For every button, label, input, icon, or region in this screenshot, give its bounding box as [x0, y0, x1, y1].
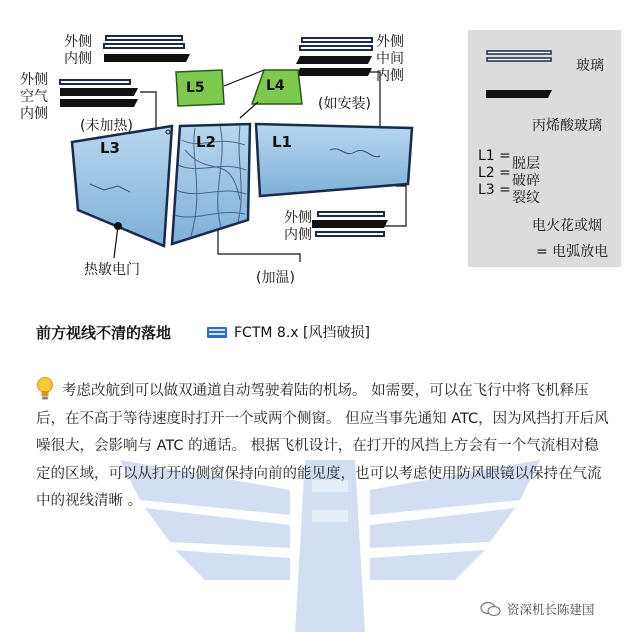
top-right-layer-stack [296, 38, 372, 76]
legend-meanings [512, 156, 540, 207]
label-thermal-switch: 热敏电门 [84, 262, 140, 278]
label-inner: 内侧 [284, 227, 312, 243]
glass-swatch [486, 50, 556, 64]
legend-spark-line2: = 电弧放电 [536, 244, 609, 260]
legend-code-l2: L2 = [478, 165, 511, 181]
legend-box [468, 30, 621, 267]
fctm-reference[interactable] [206, 322, 370, 342]
legend-meaning-shatter: 破碎 [512, 173, 540, 189]
watermark-credit [480, 600, 595, 618]
bottom-layer-labels [284, 210, 312, 244]
top-left-layer-labels [64, 34, 92, 68]
label-heated: (加温) [256, 270, 295, 286]
legend-meaning-crack: 裂纹 [512, 190, 540, 206]
legend-acrylic-label: 丙烯酸玻璃 [532, 118, 602, 134]
panel-label-l1: L1 [272, 133, 292, 151]
label-if-installed: (如安装) [318, 96, 371, 112]
top-left-layer-stack [104, 36, 190, 62]
label-outer: 外侧 [284, 210, 312, 226]
legend-code-l3: L3 = [478, 182, 511, 198]
legend-spark-line1: 电火花或烟 [532, 218, 602, 234]
legend-glass-label: 玻璃 [576, 58, 604, 74]
label-outer: 外侧 [64, 34, 92, 50]
left-layer-stack [60, 80, 138, 107]
panel-l3 [72, 126, 172, 246]
watermark-author: 资深机长陈建国 [507, 602, 595, 617]
fctm-reference-text: FCTM 8.x [风挡破损] [234, 325, 370, 341]
label-middle: 中间 [376, 51, 404, 67]
manual-book-icon [206, 326, 228, 339]
acrylic-swatch [486, 88, 556, 102]
label-outer: 外侧 [376, 34, 404, 50]
body-paragraph: 考虑改航到可以做双通道自动驾驶着陆的机场。 如需要，可以在飞行中将飞机释压后，在不高于等待速度时打开一个或两个侧窗。 但应当事先通知 ATC，因为风挡打开后风噪很大，会影响与 ATC 的通话。 根据飞机设计，在打开的风挡上方会有一个气流相对稳定的区域，可以从打开的侧窗保持向前的能见度，也可以考虑使用防风眼镜以保持在气流中的视线清晰 。 [36, 383, 609, 509]
label-outer: 外侧 [20, 72, 48, 88]
legend-meaning-delam: 脱层 [512, 156, 540, 172]
bottom-right-layer-stack [312, 212, 388, 236]
label-inner: 内侧 [64, 51, 92, 67]
panel-label-l3: L3 [100, 139, 120, 157]
panel-label-l4: L4 [266, 78, 285, 94]
wechat-icon [480, 601, 502, 617]
panel-label-l2: L2 [196, 133, 216, 151]
label-inner: 内侧 [20, 106, 48, 122]
label-not-heated: (未加热) [80, 118, 133, 134]
legend-codes [478, 148, 511, 199]
legend-code-l1: L1 = [478, 148, 511, 164]
top-right-layer-labels [376, 34, 404, 85]
section-heading: 前方视线不清的落地 [36, 324, 172, 342]
left-layer-labels [20, 72, 48, 123]
label-inner: 内侧 [376, 68, 404, 84]
panel-label-l5: L5 [186, 80, 205, 96]
thermal-switch-dot [114, 222, 122, 230]
label-air: 空气 [20, 89, 48, 105]
